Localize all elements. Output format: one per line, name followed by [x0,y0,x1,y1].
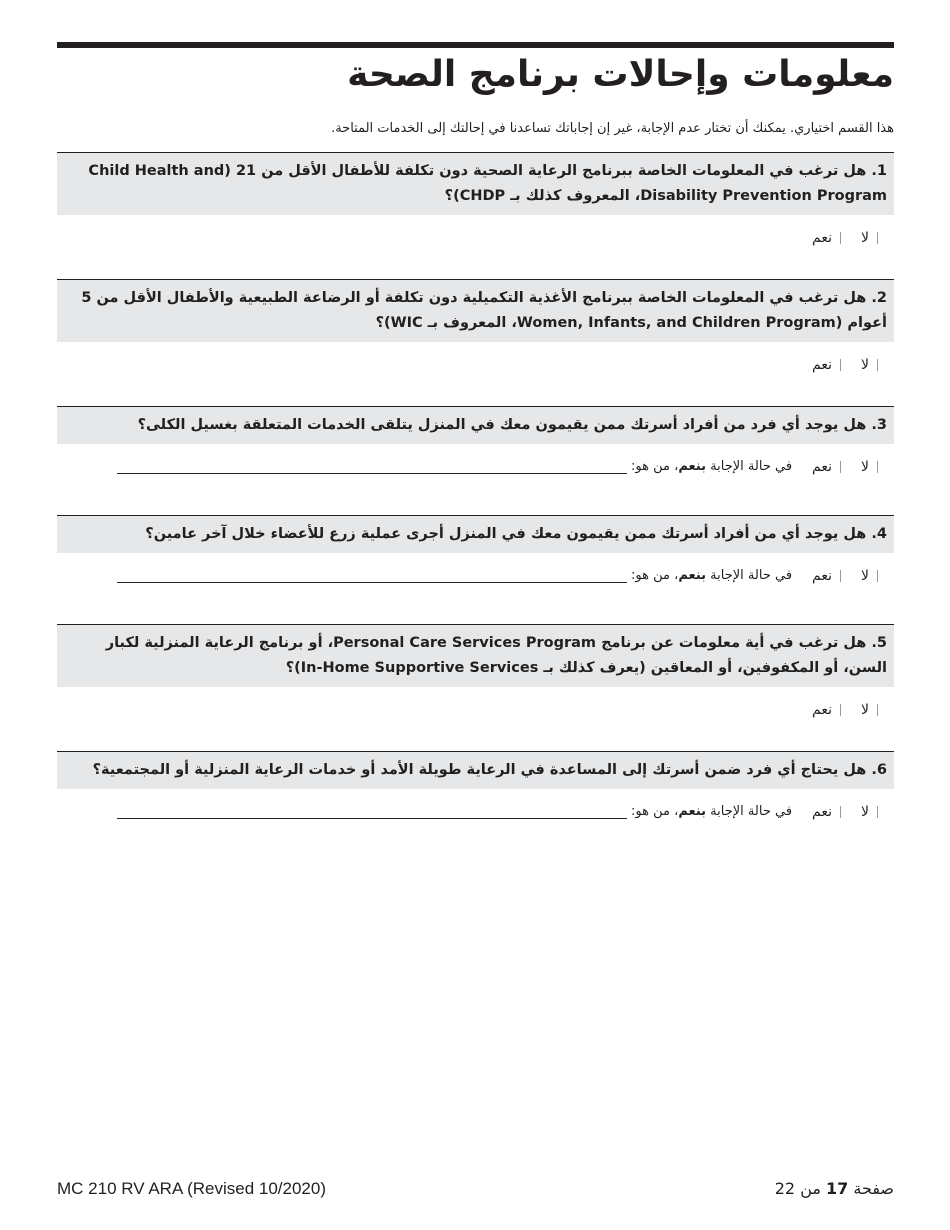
no-option[interactable] [861,227,878,249]
question-1 [57,152,894,271]
yes-checkbox[interactable] [835,570,841,582]
answer-row [117,565,878,587]
total-pages: 22 [774,1179,796,1198]
yes-label: نعم [812,230,833,246]
yes-checkbox[interactable] [835,359,841,371]
no-checkbox[interactable] [872,704,878,716]
yes-option[interactable] [812,565,841,587]
question-text: 2. هل ترغب في المعلومات الخاصة ببرنامج الأغذية التكميلية دون تكلفة أو الرضاعة الطبيعية والأطفال الأقل من 5 أعوام (Women, Infants, and Children Program، المعروف بـ WIC)؟ [57,280,894,342]
answer-row [812,227,878,249]
yes-option[interactable] [812,227,841,249]
yes-label: نعم [812,568,833,584]
question-4 [57,515,894,609]
yes-label: نعم [812,357,833,373]
page-word: صفحة [853,1179,894,1198]
no-checkbox[interactable] [872,232,878,244]
answer-row [117,801,878,823]
yes-label: نعم [812,459,833,475]
page-of: من [800,1179,821,1198]
form-id: MC 210 RV ARA (Revised 10/2020) [57,1179,326,1198]
answer-row [117,456,878,478]
no-label: لا [861,459,869,475]
answer-row [812,354,878,376]
question-2 [57,279,894,398]
no-checkbox[interactable] [872,359,878,371]
question-3 [57,406,894,500]
yes-checkbox[interactable] [835,806,841,818]
who-input-line[interactable] [117,805,627,819]
no-option[interactable] [861,456,878,478]
no-label: لا [861,357,869,373]
if-yes-who-label: في حالة الإجابة بنعم، من هو: [631,568,793,583]
no-label: لا [861,568,869,584]
question-text: 6. هل يحتاج أي فرد ضمن أسرتك إلى المساعدة في الرعاية طويلة الأمد أو خدمات الرعاية المنزلية أو المجتمعية؟ [57,752,894,789]
no-label: لا [861,804,869,820]
yes-checkbox[interactable] [835,461,841,473]
no-label: لا [861,230,869,246]
who-input-line[interactable] [117,460,627,474]
yes-label: نعم [812,702,833,718]
page-number [775,1179,894,1198]
no-checkbox[interactable] [872,461,878,473]
current-page: 17 [826,1179,849,1198]
question-text: 3. هل يوجد أي فرد من أفراد أسرتك ممن يقيمون معك في المنزل يتلقى الخدمات المتعلقة بغسيل الكلى؟ [57,407,894,444]
no-option[interactable] [861,565,878,587]
no-option[interactable] [861,801,878,823]
yes-option[interactable] [812,699,841,721]
question-text: 1. هل ترغب في المعلومات الخاصة ببرنامج الرعاية الصحية دون تكلفة للأطفال الأقل من 21 (Child Health and Disability Prevention Program، المعروف كذلك بـ CHDP)؟ [57,153,894,215]
yes-option[interactable] [812,354,841,376]
top-rule [57,42,894,48]
no-label: لا [861,702,869,718]
who-input-line[interactable] [117,569,627,583]
question-text: 5. هل ترغب في أية معلومات عن برنامج Personal Care Services Program، أو برنامج الرعاية المنزلية لكبار السن، أو المكفوفين، أو المعاقين (يعرف كذلك بـ In-Home Supportive Services)؟ [57,625,894,687]
no-checkbox[interactable] [872,570,878,582]
no-option[interactable] [861,354,878,376]
question-text: 4. هل يوجد أي من أفراد أسرتك ممن يقيمون معك في المنزل أجرى عملية زرع للأعضاء خلال آخر عامين؟ [57,516,894,553]
if-yes-who-label: في حالة الإجابة بنعم، من هو: [631,804,793,819]
no-option[interactable] [861,699,878,721]
yes-option[interactable] [812,456,841,478]
yes-label: نعم [812,804,833,820]
if-yes-who-label: في حالة الإجابة بنعم، من هو: [631,459,793,474]
question-5 [57,624,894,743]
section-intro: هذا القسم اختياري. يمكنك أن تختار عدم الإجابة، غير إن إجاباتك تساعدنا في إحالتك إلى الخدمات المتاحة. [331,121,894,136]
no-checkbox[interactable] [872,806,878,818]
answer-row [812,699,878,721]
yes-checkbox[interactable] [835,232,841,244]
question-6 [57,751,894,845]
page-title: معلومات وإحالات برنامج الصحة [347,54,894,95]
yes-option[interactable] [812,801,841,823]
yes-checkbox[interactable] [835,704,841,716]
